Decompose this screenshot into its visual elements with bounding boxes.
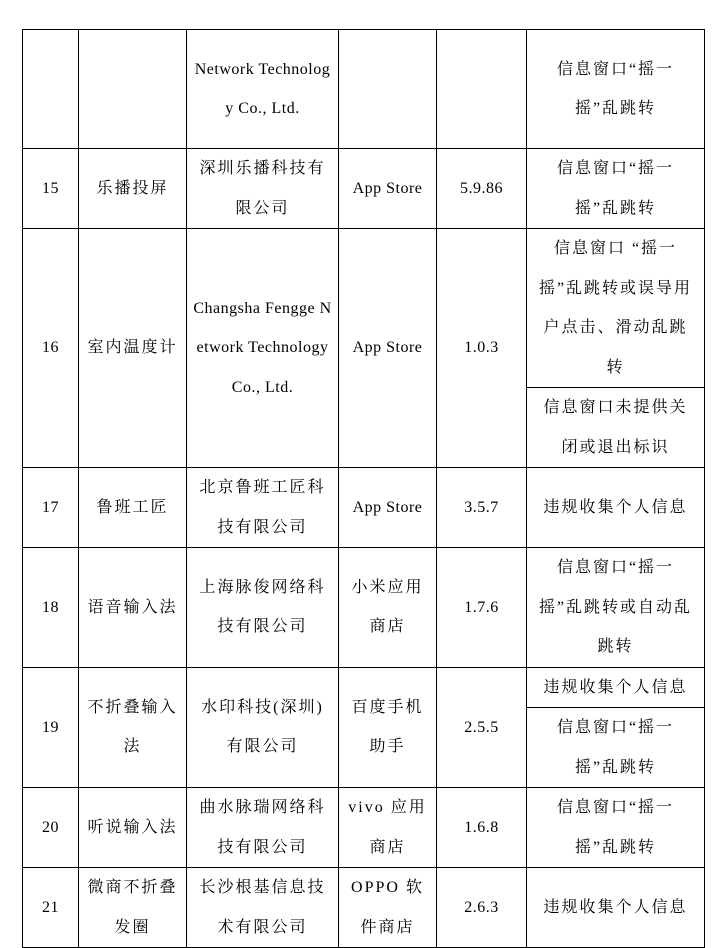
developer-cell: 曲水脉瑞网络科技有限公司: [187, 788, 339, 868]
issue-cell: 信息窗口“摇一摇”乱跳转或自动乱跳转: [527, 548, 705, 668]
version-cell: 3.5.7: [437, 468, 527, 548]
developer-cell: 长沙根基信息技术有限公司: [187, 868, 339, 948]
row-number-cell: 21: [23, 868, 79, 948]
store-cell: OPPO 软件商店: [339, 868, 437, 948]
developer-cell: 深圳乐播科技有限公司: [187, 149, 339, 229]
issue-cell: 信息窗口“摇一摇”乱跳转: [527, 149, 705, 229]
developer-cell: 北京鲁班工匠科技有限公司: [187, 468, 339, 548]
app-name-cell: 鲁班工匠: [79, 468, 187, 548]
issue-cell: 信息窗口“摇一摇”乱跳转: [527, 30, 705, 149]
version-cell: 5.9.86: [437, 149, 527, 229]
version-cell: 2.5.5: [437, 667, 527, 788]
row-number-cell: 16: [23, 229, 79, 468]
table-row: [23, 548, 705, 668]
store-cell: 小米应用商店: [339, 548, 437, 668]
app-name-cell: [79, 30, 187, 149]
issue-cell: 信息窗口 “摇一摇”乱跳转或误导用户点击、滑动乱跳转: [527, 229, 705, 388]
developer-cell: Changsha Fengge Network Technology Co., Ltd.: [187, 229, 339, 468]
app-name-cell: 听说输入法: [79, 788, 187, 868]
version-cell: 1.6.8: [437, 788, 527, 868]
version-cell: 2.6.3: [437, 868, 527, 948]
developer-cell: Network Technology Co., Ltd.: [187, 30, 339, 149]
app-name-cell: 不折叠输入法: [79, 667, 187, 788]
row-number-cell: [23, 30, 79, 149]
store-cell: vivo 应用商店: [339, 788, 437, 868]
app-name-cell: 微商不折叠发圈: [79, 868, 187, 948]
issue-cell: 违规收集个人信息: [527, 667, 705, 708]
store-cell: 百度手机助手: [339, 667, 437, 788]
table-row: [23, 468, 705, 548]
row-number-cell: 19: [23, 667, 79, 788]
table-row: [23, 788, 705, 868]
row-number-cell: 20: [23, 788, 79, 868]
row-number-cell: 18: [23, 548, 79, 668]
app-violation-table: [22, 29, 705, 948]
developer-cell: 上海脉俊网络科技有限公司: [187, 548, 339, 668]
issue-cell: 信息窗口“摇一摇”乱跳转: [527, 708, 705, 788]
store-cell: [339, 30, 437, 149]
row-number-cell: 17: [23, 468, 79, 548]
store-cell: App Store: [339, 468, 437, 548]
version-cell: 1.0.3: [437, 229, 527, 468]
version-cell: 1.7.6: [437, 548, 527, 668]
issue-cell: 信息窗口“摇一摇”乱跳转: [527, 788, 705, 868]
app-name-cell: 乐播投屏: [79, 149, 187, 229]
store-cell: App Store: [339, 229, 437, 468]
row-number-cell: 15: [23, 149, 79, 229]
table-row: [23, 229, 705, 388]
version-cell: [437, 30, 527, 149]
issue-cell: 信息窗口未提供关闭或退出标识: [527, 388, 705, 468]
developer-cell: 水印科技(深圳)有限公司: [187, 667, 339, 788]
table-row: [23, 149, 705, 229]
issue-cell: 违规收集个人信息: [527, 868, 705, 948]
app-name-cell: 室内温度计: [79, 229, 187, 468]
table-row: [23, 30, 705, 149]
app-name-cell: 语音输入法: [79, 548, 187, 668]
issue-cell: 违规收集个人信息: [527, 468, 705, 548]
table-row: [23, 667, 705, 708]
store-cell: App Store: [339, 149, 437, 229]
table-row: [23, 868, 705, 948]
